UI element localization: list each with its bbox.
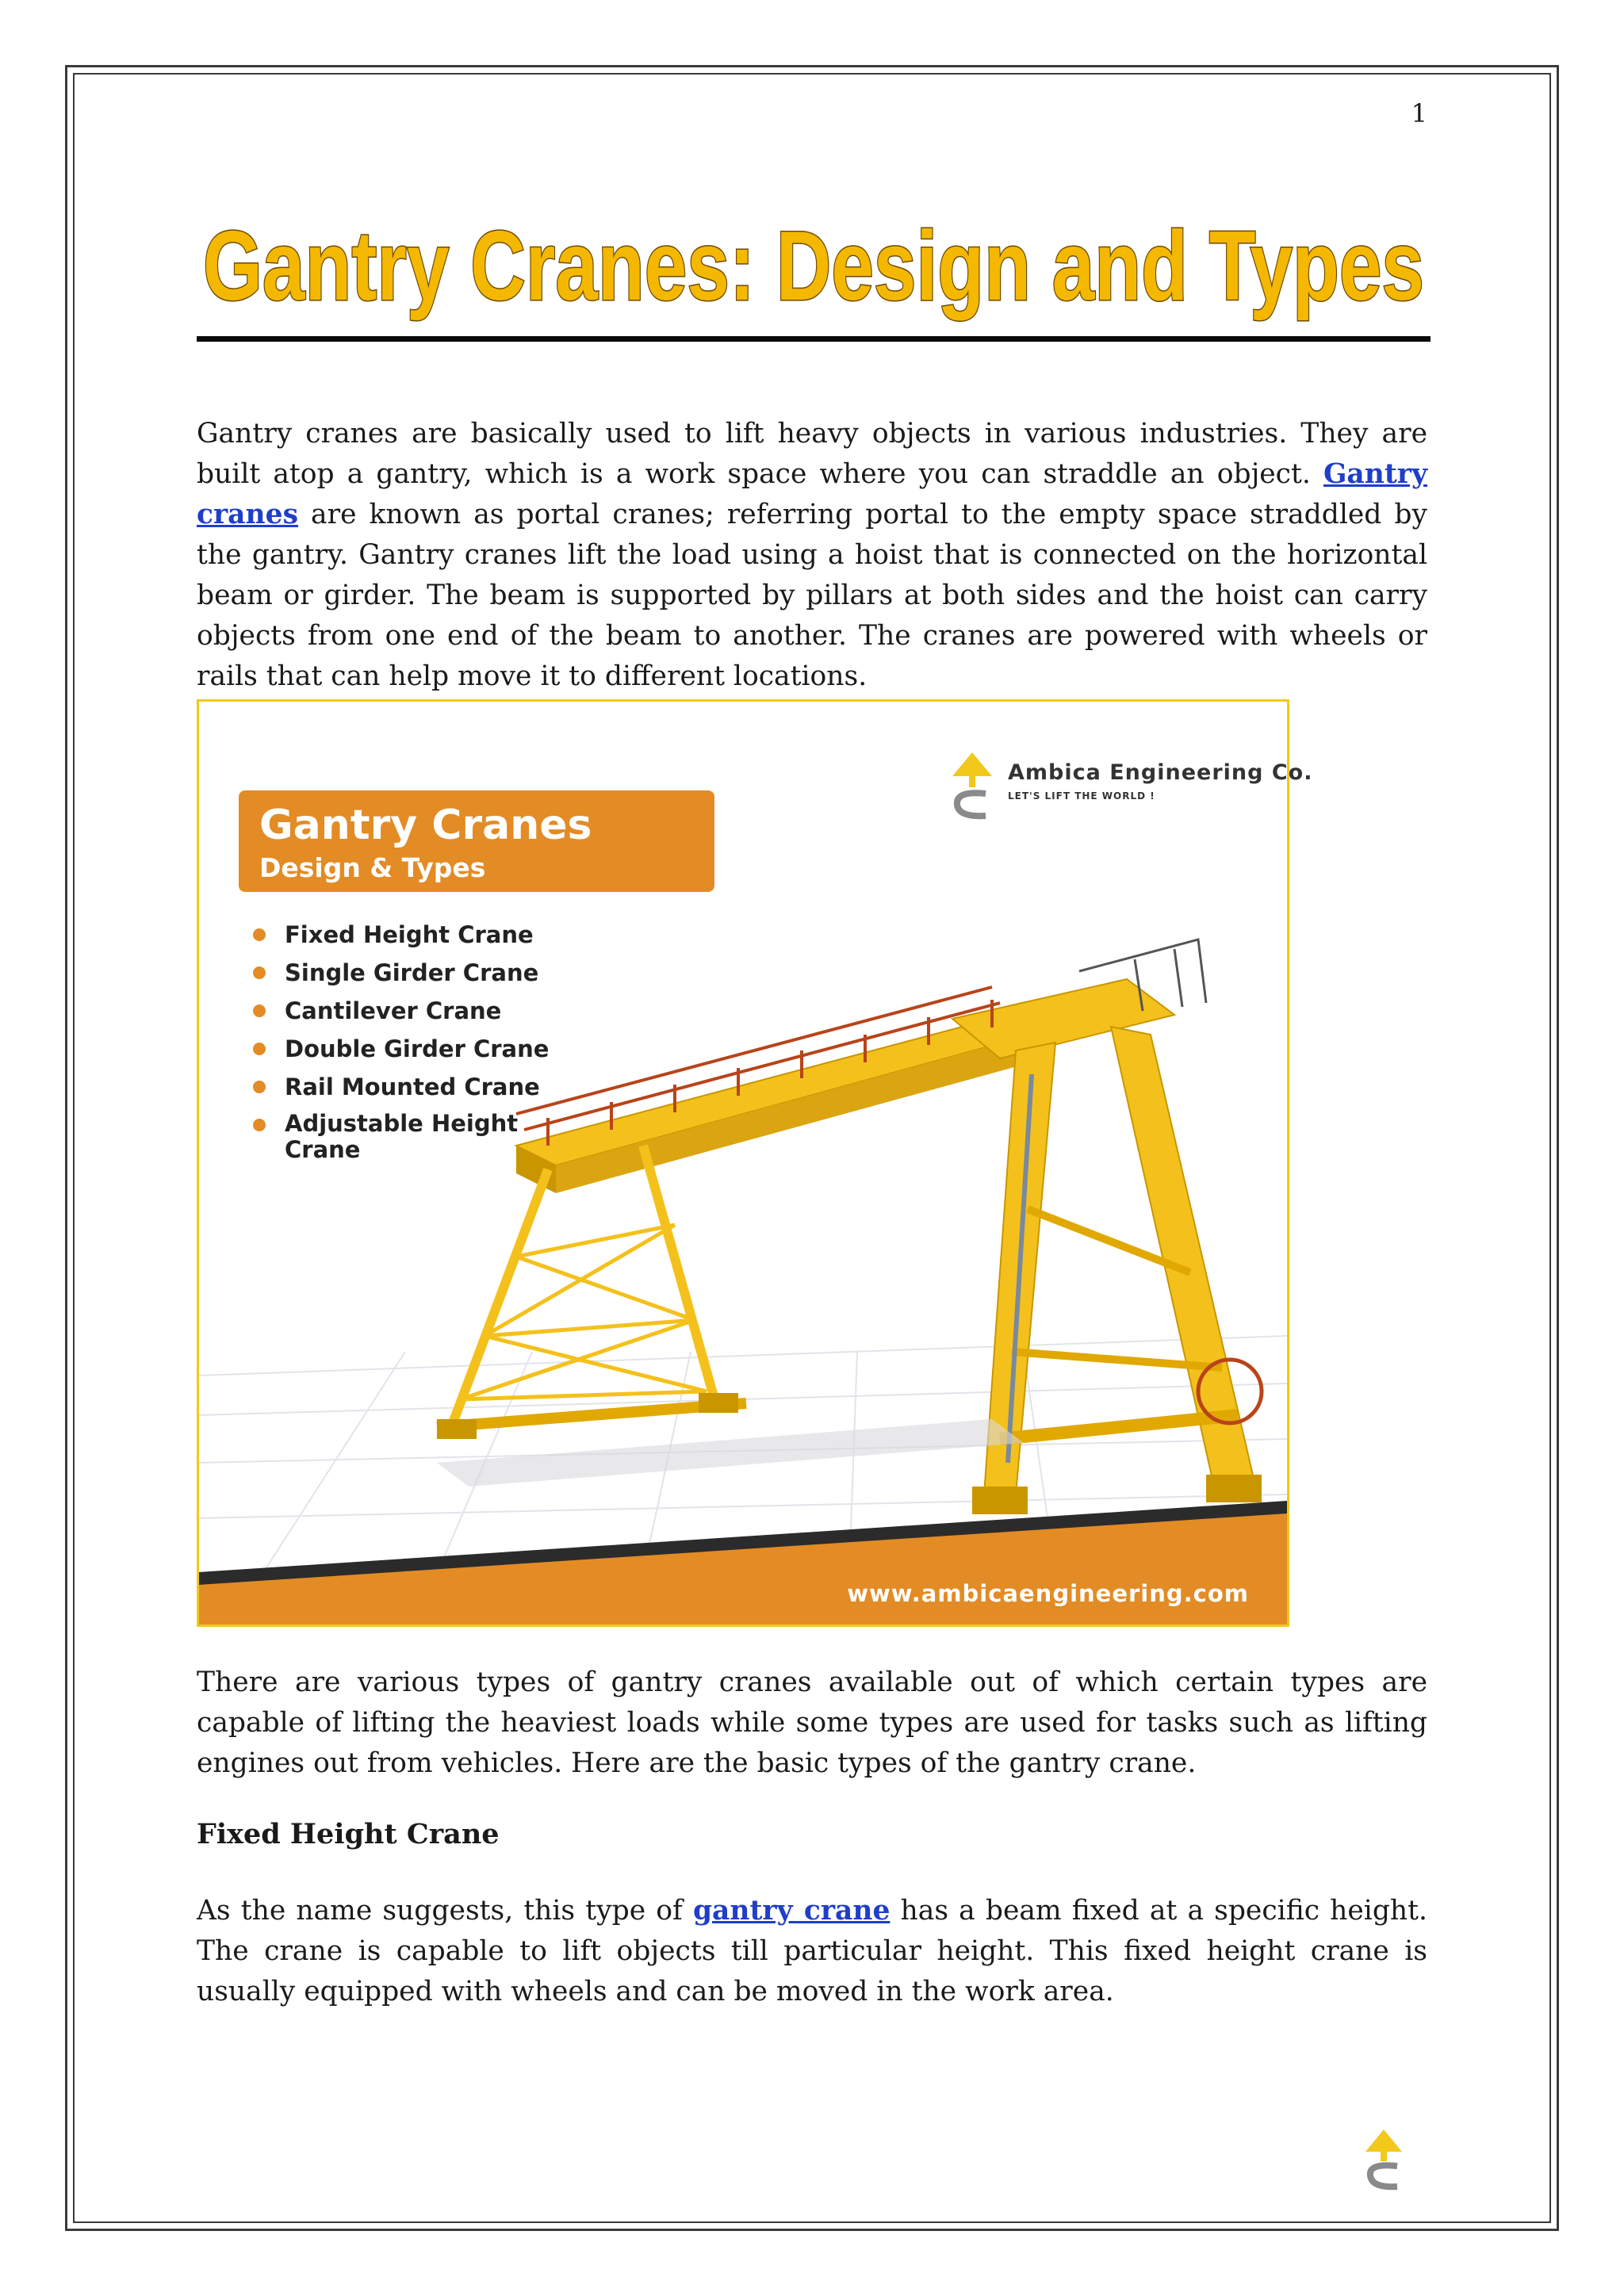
document-title	[197, 214, 1431, 333]
gantry-cranes-link[interactable]: Gantry cranes	[197, 458, 1427, 530]
footer-logo-icon	[1358, 2118, 1410, 2191]
intro-paragraph	[197, 414, 1427, 697]
company-logo-icon	[944, 749, 1000, 822]
list-item: Single Girder Crane	[253, 959, 554, 997]
document-title-text: Gantry Cranes: Design and Types	[203, 212, 1424, 321]
list-item: Fixed Height Crane	[253, 920, 554, 959]
intro-text-before: Gantry cranes are basically used to lift heavy objects in various industries. They are built atop a gantry, which is a work space where you can straddle an object.	[197, 418, 1427, 490]
banner-heading: Gantry Cranes	[259, 802, 592, 849]
types-intro-paragraph: There are various types of gantry cranes available out of which certain types are capable of lifting the heaviest loads while some types are used for tasks such as lifting engines out from vehicles. Here are the basic types of the gantry crane.	[197, 1667, 1427, 1779]
banner-website-url: www.ambicaengineering.com	[847, 1580, 1249, 1607]
list-item: Double Girder Crane	[253, 1035, 554, 1073]
title-rule	[197, 336, 1431, 342]
gantry-crane-link[interactable]: gantry crane	[692, 1895, 891, 1927]
page-number: 1	[1411, 98, 1427, 128]
list-item: Cantilever Crane	[253, 997, 554, 1035]
section-heading-fixed-height-crane: Fixed Height Crane	[197, 1818, 500, 1850]
company-tagline: LET'S LIFT THE WORLD !	[1008, 790, 1155, 802]
fixed-height-paragraph	[197, 1891, 1427, 2012]
crane-illustration	[437, 939, 1262, 1514]
company-name: Ambica Engineering Co.	[1008, 760, 1313, 785]
crane-type-list	[253, 920, 554, 1163]
intro-text-after: are known as portal cranes; referring portal to the empty space straddled by the gantry. Gantry cranes lift the load using a hoist that is connected on the horizontal beam or girder. The beam is supported by pillars at both sides and the hoist can carry objects from one end of the beam to another. The cranes are powered with wheels or rails that can help move it to different locations.	[197, 499, 1427, 692]
banner-subheading: Design & Types	[259, 852, 486, 883]
fixed-height-text-after: has a beam fixed at a specific height. The crane is capable to lift objects till particular height. This fixed height crane is usually equipped with wheels and can be moved in the work area.	[197, 1895, 1427, 2007]
list-item: Adjustable Height Crane	[253, 1111, 554, 1163]
banner-heading-box	[239, 790, 714, 892]
gantry-cranes-banner-image	[197, 699, 1313, 1627]
list-item: Rail Mounted Crane	[253, 1073, 554, 1111]
fixed-height-text-before: As the name suggests, this type of	[197, 1895, 693, 1927]
